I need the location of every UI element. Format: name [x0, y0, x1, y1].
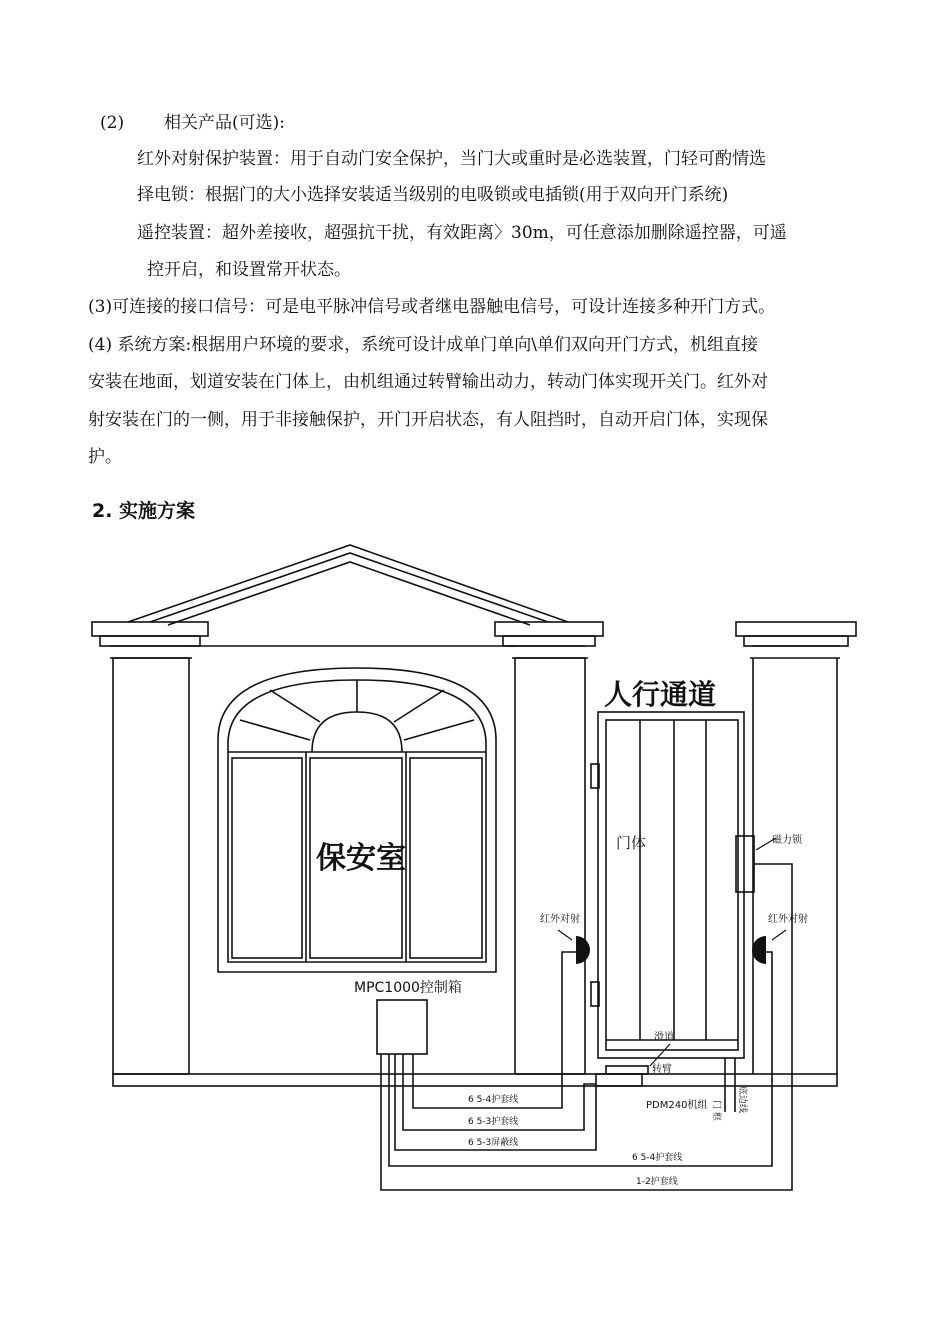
paragraph-line: 红外对射保护装置：用于自动门安全保护，当门大或重时是必选装置，门轻可酌情选: [137, 149, 766, 169]
drive-unit: [596, 1074, 642, 1086]
right-column-cap: [736, 622, 856, 636]
unit-label: PDM240机组: [646, 1100, 708, 1111]
paragraph-line: 择电锁：根据门的大小选择安装适当级别的电吸锁或电插锁(用于双向开门系统): [137, 185, 729, 205]
ir-sensor-right-icon: [752, 936, 766, 964]
roof-outline: [128, 545, 568, 622]
maglock-label: 磁力锁: [772, 835, 802, 846]
center-column: [515, 658, 585, 1074]
left-column-cap: [92, 622, 208, 636]
ground-line: [113, 1074, 837, 1086]
door-frame: [598, 712, 744, 1058]
window-frame: [218, 668, 496, 972]
left-column: [113, 658, 189, 1074]
roof-inner: [150, 553, 548, 622]
door-label: 门体: [616, 834, 647, 852]
product-heading: 相关产品(可选):: [164, 113, 285, 133]
ir-sensor-left-icon: [576, 936, 590, 964]
section-heading: 2. 实施方案: [92, 500, 196, 522]
paragraph-line: (3)可连接的接口信号：可是电平脉冲信号或者继电器触电信号，可设计连接多种开门方式。: [88, 297, 776, 317]
paragraph-line: 遥控装置：超外差接收，超强抗干扰，有效距离〉30m，可任意添加删除遥控器，可遥: [137, 223, 787, 243]
ir-right-label: 红外对射: [768, 914, 808, 925]
ir-left-label: 红外对射: [540, 914, 580, 925]
paragraph-line: 安装在地面，划道安装在门体上，由机组通过转臂输出动力，转动门体实现开关门。红外对: [88, 372, 768, 392]
cable-1-label: 6 5-4护套线: [468, 1095, 519, 1105]
frame-label: 门 框: [711, 1100, 721, 1121]
center-column-cap: [495, 622, 603, 636]
paragraph-line: 控开启，和设置常开状态。: [147, 260, 351, 280]
product-heading-number: (2): [100, 113, 125, 133]
cable-5-label: 1-2护套线: [636, 1177, 678, 1187]
cable-4-label: 6 5-4护套线: [632, 1153, 683, 1163]
cable-5: [381, 864, 792, 1190]
control-box: [377, 1000, 427, 1054]
arm-label: 转臂: [652, 1064, 672, 1075]
cable-1: [413, 952, 584, 1108]
guard-room-label: 保安室: [316, 841, 406, 876]
paragraph-line: 射安装在门的一侧，用于非接触保护，开门开启状态，有人阻挡时，自动开启门体，实现保: [88, 410, 768, 430]
door-leaf: [606, 720, 738, 1050]
roof-inner-2: [168, 562, 530, 625]
cable-3-label: 6 5-3屏蔽线: [468, 1138, 519, 1148]
paragraph-line: 护。: [88, 447, 122, 467]
walkway-label: 人行通道: [604, 678, 717, 711]
floor-line-label: 底边线: [737, 1086, 747, 1114]
cable-2-label: 6 5-3护套线: [468, 1117, 519, 1127]
installation-diagram: [0, 530, 950, 1210]
control-box-label: MPC1000控制箱: [354, 980, 462, 996]
paragraph-line: (4) 系统方案:根据用户环境的要求，系统可设计成单门单向\单们双向开门方式，机组直接: [88, 335, 758, 355]
track-label: 滑道: [654, 1032, 674, 1043]
